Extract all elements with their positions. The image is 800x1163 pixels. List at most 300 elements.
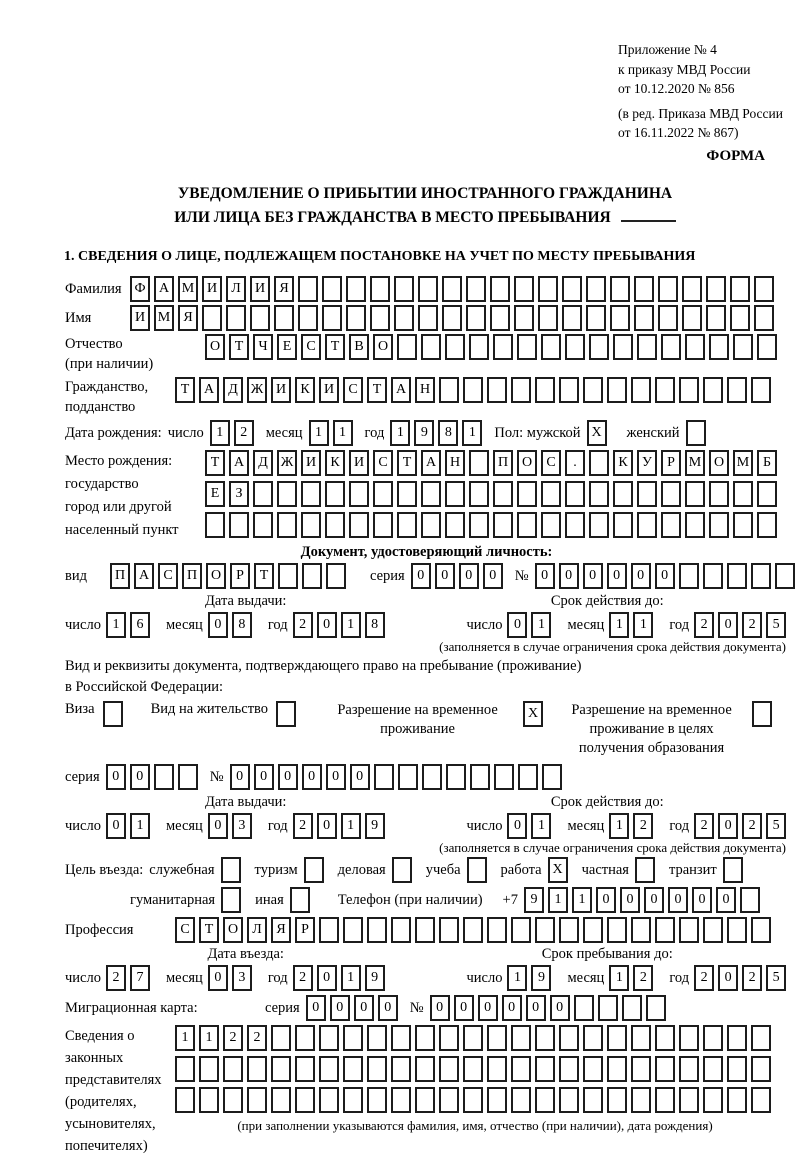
visa-checkbox[interactable]	[103, 701, 123, 727]
char-cell[interactable]: И	[271, 377, 291, 403]
char-cell[interactable]: 2	[234, 420, 254, 446]
char-cell[interactable]	[589, 481, 609, 507]
char-cell[interactable]	[541, 334, 561, 360]
char-cell[interactable]: 1	[633, 612, 653, 638]
char-cell[interactable]: .	[565, 450, 585, 476]
char-cell[interactable]	[247, 1087, 267, 1113]
official-checkbox[interactable]	[221, 857, 241, 883]
char-cell[interactable]	[679, 377, 699, 403]
char-cell[interactable]	[490, 305, 510, 331]
char-cell[interactable]: С	[541, 450, 561, 476]
char-cell[interactable]	[298, 305, 318, 331]
char-cell[interactable]	[343, 1025, 363, 1051]
char-cell[interactable]	[226, 305, 246, 331]
char-cell[interactable]	[466, 305, 486, 331]
char-cell[interactable]	[374, 764, 394, 790]
residence-permit-checkbox[interactable]	[276, 701, 296, 727]
char-cell[interactable]	[367, 1087, 387, 1113]
char-cell[interactable]	[538, 305, 558, 331]
char-cell[interactable]: И	[301, 450, 321, 476]
char-cell[interactable]	[709, 481, 729, 507]
business-checkbox[interactable]	[392, 857, 412, 883]
char-cell[interactable]	[295, 1025, 315, 1051]
char-cell[interactable]	[751, 1087, 771, 1113]
char-cell[interactable]	[271, 1025, 291, 1051]
char-cell[interactable]	[661, 512, 681, 538]
char-cell[interactable]	[727, 1056, 747, 1082]
char-cell[interactable]: 0	[526, 995, 546, 1021]
char-cell[interactable]	[394, 276, 414, 302]
char-cell[interactable]	[391, 1087, 411, 1113]
char-cell[interactable]	[175, 1087, 195, 1113]
char-cell[interactable]	[295, 1056, 315, 1082]
char-cell[interactable]: 0	[208, 612, 228, 638]
char-cell[interactable]: П	[182, 563, 202, 589]
char-cell[interactable]: 9	[414, 420, 434, 446]
char-cell[interactable]	[511, 917, 531, 943]
char-cell[interactable]: Р	[230, 563, 250, 589]
char-cell[interactable]: 2	[742, 813, 762, 839]
char-cell[interactable]: 0	[254, 764, 274, 790]
char-cell[interactable]: С	[158, 563, 178, 589]
char-cell[interactable]	[655, 917, 675, 943]
char-cell[interactable]: 1	[531, 813, 551, 839]
char-cell[interactable]	[631, 917, 651, 943]
char-cell[interactable]: А	[134, 563, 154, 589]
char-cell[interactable]	[709, 334, 729, 360]
char-cell[interactable]	[586, 305, 606, 331]
char-cell[interactable]: 0	[208, 965, 228, 991]
char-cell[interactable]: Ч	[253, 334, 273, 360]
char-cell[interactable]: 1	[130, 813, 150, 839]
char-cell[interactable]: Н	[415, 377, 435, 403]
char-cell[interactable]	[757, 334, 777, 360]
char-cell[interactable]	[655, 1087, 675, 1113]
char-cell[interactable]	[493, 481, 513, 507]
char-cell[interactable]	[277, 512, 297, 538]
char-cell[interactable]: 0	[317, 813, 337, 839]
char-cell[interactable]	[631, 1025, 651, 1051]
char-cell[interactable]	[542, 764, 562, 790]
char-cell[interactable]: Я	[274, 276, 294, 302]
char-cell[interactable]	[607, 1087, 627, 1113]
sex-female-checkbox[interactable]	[686, 420, 706, 446]
char-cell[interactable]	[538, 276, 558, 302]
char-cell[interactable]: Т	[254, 563, 274, 589]
char-cell[interactable]	[487, 917, 507, 943]
char-cell[interactable]	[487, 377, 507, 403]
char-cell[interactable]: 0	[692, 887, 712, 913]
char-cell[interactable]: И	[250, 276, 270, 302]
char-cell[interactable]	[367, 1025, 387, 1051]
char-cell[interactable]	[415, 917, 435, 943]
char-cell[interactable]	[703, 377, 723, 403]
char-cell[interactable]: 2	[633, 965, 653, 991]
char-cell[interactable]	[349, 512, 369, 538]
char-cell[interactable]: 0	[502, 995, 522, 1021]
char-cell[interactable]	[511, 1056, 531, 1082]
char-cell[interactable]	[535, 917, 555, 943]
char-cell[interactable]: Е	[277, 334, 297, 360]
char-cell[interactable]	[559, 377, 579, 403]
char-cell[interactable]: С	[343, 377, 363, 403]
char-cell[interactable]: 0	[620, 887, 640, 913]
char-cell[interactable]: А	[421, 450, 441, 476]
char-cell[interactable]: Ф	[130, 276, 150, 302]
char-cell[interactable]: 0	[507, 612, 527, 638]
char-cell[interactable]	[517, 334, 537, 360]
char-cell[interactable]: И	[349, 450, 369, 476]
char-cell[interactable]: К	[613, 450, 633, 476]
char-cell[interactable]	[319, 1025, 339, 1051]
char-cell[interactable]: 1	[390, 420, 410, 446]
char-cell[interactable]: К	[325, 450, 345, 476]
char-cell[interactable]	[541, 481, 561, 507]
char-cell[interactable]: М	[733, 450, 753, 476]
char-cell[interactable]	[559, 1025, 579, 1051]
char-cell[interactable]	[253, 512, 273, 538]
char-cell[interactable]: 2	[106, 965, 126, 991]
char-cell[interactable]: Д	[223, 377, 243, 403]
char-cell[interactable]: П	[493, 450, 513, 476]
char-cell[interactable]	[439, 917, 459, 943]
char-cell[interactable]: 0	[668, 887, 688, 913]
char-cell[interactable]	[757, 512, 777, 538]
char-cell[interactable]	[205, 512, 225, 538]
char-cell[interactable]	[679, 1025, 699, 1051]
char-cell[interactable]: С	[175, 917, 195, 943]
char-cell[interactable]	[391, 1025, 411, 1051]
char-cell[interactable]: Л	[247, 917, 267, 943]
char-cell[interactable]	[301, 512, 321, 538]
char-cell[interactable]	[751, 1056, 771, 1082]
char-cell[interactable]	[589, 334, 609, 360]
char-cell[interactable]	[535, 1025, 555, 1051]
char-cell[interactable]	[740, 887, 760, 913]
char-cell[interactable]	[631, 1087, 651, 1113]
char-cell[interactable]	[349, 481, 369, 507]
char-cell[interactable]	[223, 1087, 243, 1113]
char-cell[interactable]: 9	[524, 887, 544, 913]
char-cell[interactable]: Т	[175, 377, 195, 403]
char-cell[interactable]	[733, 512, 753, 538]
char-cell[interactable]	[463, 377, 483, 403]
char-cell[interactable]	[655, 1025, 675, 1051]
char-cell[interactable]	[685, 481, 705, 507]
char-cell[interactable]: С	[373, 450, 393, 476]
char-cell[interactable]	[637, 481, 657, 507]
char-cell[interactable]: 0	[596, 887, 616, 913]
char-cell[interactable]	[154, 764, 174, 790]
char-cell[interactable]: Р	[295, 917, 315, 943]
char-cell[interactable]	[487, 1025, 507, 1051]
temp-residence-checkbox[interactable]: X	[523, 701, 543, 727]
work-checkbox[interactable]: X	[548, 857, 568, 883]
char-cell[interactable]: 2	[633, 813, 653, 839]
char-cell[interactable]	[439, 377, 459, 403]
tourism-checkbox[interactable]	[304, 857, 324, 883]
char-cell[interactable]	[421, 481, 441, 507]
char-cell[interactable]: 0	[378, 995, 398, 1021]
char-cell[interactable]	[727, 1087, 747, 1113]
char-cell[interactable]	[589, 512, 609, 538]
char-cell[interactable]: 2	[223, 1025, 243, 1051]
char-cell[interactable]	[178, 764, 198, 790]
char-cell[interactable]	[661, 334, 681, 360]
char-cell[interactable]	[391, 1056, 411, 1082]
char-cell[interactable]	[706, 305, 726, 331]
char-cell[interactable]	[607, 1056, 627, 1082]
char-cell[interactable]	[751, 1025, 771, 1051]
char-cell[interactable]	[613, 334, 633, 360]
char-cell[interactable]	[679, 1087, 699, 1113]
char-cell[interactable]	[730, 276, 750, 302]
char-cell[interactable]: Д	[253, 450, 273, 476]
char-cell[interactable]: 0	[317, 612, 337, 638]
char-cell[interactable]	[325, 512, 345, 538]
char-cell[interactable]	[559, 917, 579, 943]
char-cell[interactable]	[373, 512, 393, 538]
char-cell[interactable]	[655, 1056, 675, 1082]
char-cell[interactable]: Л	[226, 276, 246, 302]
char-cell[interactable]: 1	[609, 965, 629, 991]
char-cell[interactable]	[445, 512, 465, 538]
char-cell[interactable]	[751, 563, 771, 589]
char-cell[interactable]	[490, 276, 510, 302]
char-cell[interactable]	[421, 512, 441, 538]
char-cell[interactable]: 1	[572, 887, 592, 913]
char-cell[interactable]	[463, 1087, 483, 1113]
char-cell[interactable]: 1	[341, 813, 361, 839]
char-cell[interactable]	[494, 764, 514, 790]
char-cell[interactable]	[373, 481, 393, 507]
char-cell[interactable]	[637, 334, 657, 360]
char-cell[interactable]: 5	[766, 813, 786, 839]
char-cell[interactable]	[727, 563, 747, 589]
char-cell[interactable]: 0	[535, 563, 555, 589]
char-cell[interactable]	[343, 917, 363, 943]
char-cell[interactable]	[442, 305, 462, 331]
char-cell[interactable]	[421, 334, 441, 360]
char-cell[interactable]	[679, 1056, 699, 1082]
char-cell[interactable]	[247, 1056, 267, 1082]
char-cell[interactable]	[541, 512, 561, 538]
char-cell[interactable]: 0	[478, 995, 498, 1021]
char-cell[interactable]	[493, 512, 513, 538]
char-cell[interactable]	[583, 377, 603, 403]
char-cell[interactable]	[631, 1056, 651, 1082]
char-cell[interactable]: 0	[130, 764, 150, 790]
char-cell[interactable]	[703, 917, 723, 943]
char-cell[interactable]	[754, 305, 774, 331]
char-cell[interactable]	[559, 1087, 579, 1113]
char-cell[interactable]	[346, 305, 366, 331]
char-cell[interactable]	[322, 276, 342, 302]
char-cell[interactable]: 2	[694, 813, 714, 839]
char-cell[interactable]	[655, 377, 675, 403]
char-cell[interactable]	[397, 334, 417, 360]
char-cell[interactable]	[565, 512, 585, 538]
char-cell[interactable]	[535, 1087, 555, 1113]
char-cell[interactable]: 9	[531, 965, 551, 991]
char-cell[interactable]	[511, 377, 531, 403]
char-cell[interactable]	[442, 276, 462, 302]
char-cell[interactable]	[415, 1025, 435, 1051]
char-cell[interactable]: 0	[718, 965, 738, 991]
char-cell[interactable]: 0	[655, 563, 675, 589]
transit-checkbox[interactable]	[723, 857, 743, 883]
char-cell[interactable]	[319, 1087, 339, 1113]
char-cell[interactable]: 0	[230, 764, 250, 790]
char-cell[interactable]	[583, 1025, 603, 1051]
char-cell[interactable]: 0	[718, 813, 738, 839]
char-cell[interactable]	[223, 1056, 243, 1082]
char-cell[interactable]: 2	[293, 813, 313, 839]
char-cell[interactable]	[415, 1056, 435, 1082]
char-cell[interactable]	[271, 1056, 291, 1082]
char-cell[interactable]	[487, 1087, 507, 1113]
char-cell[interactable]: 0	[326, 764, 346, 790]
char-cell[interactable]: 1	[507, 965, 527, 991]
char-cell[interactable]	[685, 334, 705, 360]
char-cell[interactable]: Ж	[277, 450, 297, 476]
char-cell[interactable]: 1	[309, 420, 329, 446]
char-cell[interactable]	[326, 563, 346, 589]
char-cell[interactable]	[709, 512, 729, 538]
char-cell[interactable]: Р	[661, 450, 681, 476]
char-cell[interactable]: 9	[365, 965, 385, 991]
char-cell[interactable]	[439, 1056, 459, 1082]
char-cell[interactable]	[634, 276, 654, 302]
char-cell[interactable]	[559, 1056, 579, 1082]
char-cell[interactable]	[574, 995, 594, 1021]
char-cell[interactable]: 0	[306, 995, 326, 1021]
char-cell[interactable]: 1	[609, 612, 629, 638]
char-cell[interactable]	[727, 1025, 747, 1051]
char-cell[interactable]: 2	[742, 612, 762, 638]
char-cell[interactable]	[397, 481, 417, 507]
char-cell[interactable]: Ж	[247, 377, 267, 403]
char-cell[interactable]	[466, 276, 486, 302]
char-cell[interactable]: 0	[631, 563, 651, 589]
char-cell[interactable]	[610, 305, 630, 331]
char-cell[interactable]	[518, 764, 538, 790]
char-cell[interactable]	[613, 512, 633, 538]
char-cell[interactable]	[418, 276, 438, 302]
temp-residence-edu-checkbox[interactable]	[752, 701, 772, 727]
char-cell[interactable]: 3	[232, 965, 252, 991]
char-cell[interactable]: М	[685, 450, 705, 476]
char-cell[interactable]: 0	[583, 563, 603, 589]
char-cell[interactable]: Я	[271, 917, 291, 943]
char-cell[interactable]: 1	[199, 1025, 219, 1051]
char-cell[interactable]	[487, 1056, 507, 1082]
char-cell[interactable]	[175, 1056, 195, 1082]
char-cell[interactable]	[727, 377, 747, 403]
char-cell[interactable]: Т	[199, 917, 219, 943]
char-cell[interactable]	[398, 764, 418, 790]
char-cell[interactable]	[445, 481, 465, 507]
char-cell[interactable]: З	[229, 481, 249, 507]
char-cell[interactable]	[469, 481, 489, 507]
char-cell[interactable]	[271, 1087, 291, 1113]
char-cell[interactable]	[319, 917, 339, 943]
char-cell[interactable]	[583, 1056, 603, 1082]
char-cell[interactable]	[706, 276, 726, 302]
char-cell[interactable]: О	[709, 450, 729, 476]
char-cell[interactable]	[679, 917, 699, 943]
char-cell[interactable]: 2	[293, 612, 313, 638]
char-cell[interactable]: И	[130, 305, 150, 331]
char-cell[interactable]: 8	[438, 420, 458, 446]
char-cell[interactable]	[343, 1056, 363, 1082]
char-cell[interactable]	[511, 1087, 531, 1113]
char-cell[interactable]: 0	[278, 764, 298, 790]
char-cell[interactable]	[470, 764, 490, 790]
char-cell[interactable]: 1	[548, 887, 568, 913]
char-cell[interactable]	[445, 334, 465, 360]
char-cell[interactable]: А	[229, 450, 249, 476]
char-cell[interactable]: И	[202, 276, 222, 302]
char-cell[interactable]: О	[205, 334, 225, 360]
char-cell[interactable]: 1	[531, 612, 551, 638]
char-cell[interactable]: М	[154, 305, 174, 331]
char-cell[interactable]	[583, 917, 603, 943]
char-cell[interactable]: 0	[454, 995, 474, 1021]
char-cell[interactable]	[775, 563, 795, 589]
char-cell[interactable]: А	[199, 377, 219, 403]
char-cell[interactable]	[301, 481, 321, 507]
char-cell[interactable]	[277, 481, 297, 507]
char-cell[interactable]	[322, 305, 342, 331]
char-cell[interactable]	[646, 995, 666, 1021]
char-cell[interactable]	[733, 481, 753, 507]
char-cell[interactable]	[511, 1025, 531, 1051]
char-cell[interactable]	[562, 305, 582, 331]
char-cell[interactable]	[370, 305, 390, 331]
char-cell[interactable]	[199, 1056, 219, 1082]
char-cell[interactable]	[583, 1087, 603, 1113]
char-cell[interactable]	[446, 764, 466, 790]
char-cell[interactable]: 0	[106, 764, 126, 790]
char-cell[interactable]: П	[110, 563, 130, 589]
char-cell[interactable]: 0	[106, 813, 126, 839]
char-cell[interactable]	[346, 276, 366, 302]
char-cell[interactable]	[199, 1087, 219, 1113]
char-cell[interactable]	[658, 305, 678, 331]
char-cell[interactable]: 0	[483, 563, 503, 589]
char-cell[interactable]	[535, 377, 555, 403]
char-cell[interactable]: 1	[462, 420, 482, 446]
char-cell[interactable]	[394, 305, 414, 331]
char-cell[interactable]	[751, 377, 771, 403]
char-cell[interactable]	[535, 1056, 555, 1082]
char-cell[interactable]	[703, 1056, 723, 1082]
char-cell[interactable]	[463, 917, 483, 943]
char-cell[interactable]	[253, 481, 273, 507]
char-cell[interactable]: 0	[350, 764, 370, 790]
char-cell[interactable]: 0	[550, 995, 570, 1021]
other-purpose-checkbox[interactable]	[290, 887, 310, 913]
char-cell[interactable]: Я	[178, 305, 198, 331]
char-cell[interactable]: 0	[411, 563, 431, 589]
char-cell[interactable]	[565, 481, 585, 507]
char-cell[interactable]: 0	[354, 995, 374, 1021]
char-cell[interactable]: 0	[330, 995, 350, 1021]
char-cell[interactable]: 1	[609, 813, 629, 839]
char-cell[interactable]	[367, 1056, 387, 1082]
char-cell[interactable]: 6	[130, 612, 150, 638]
